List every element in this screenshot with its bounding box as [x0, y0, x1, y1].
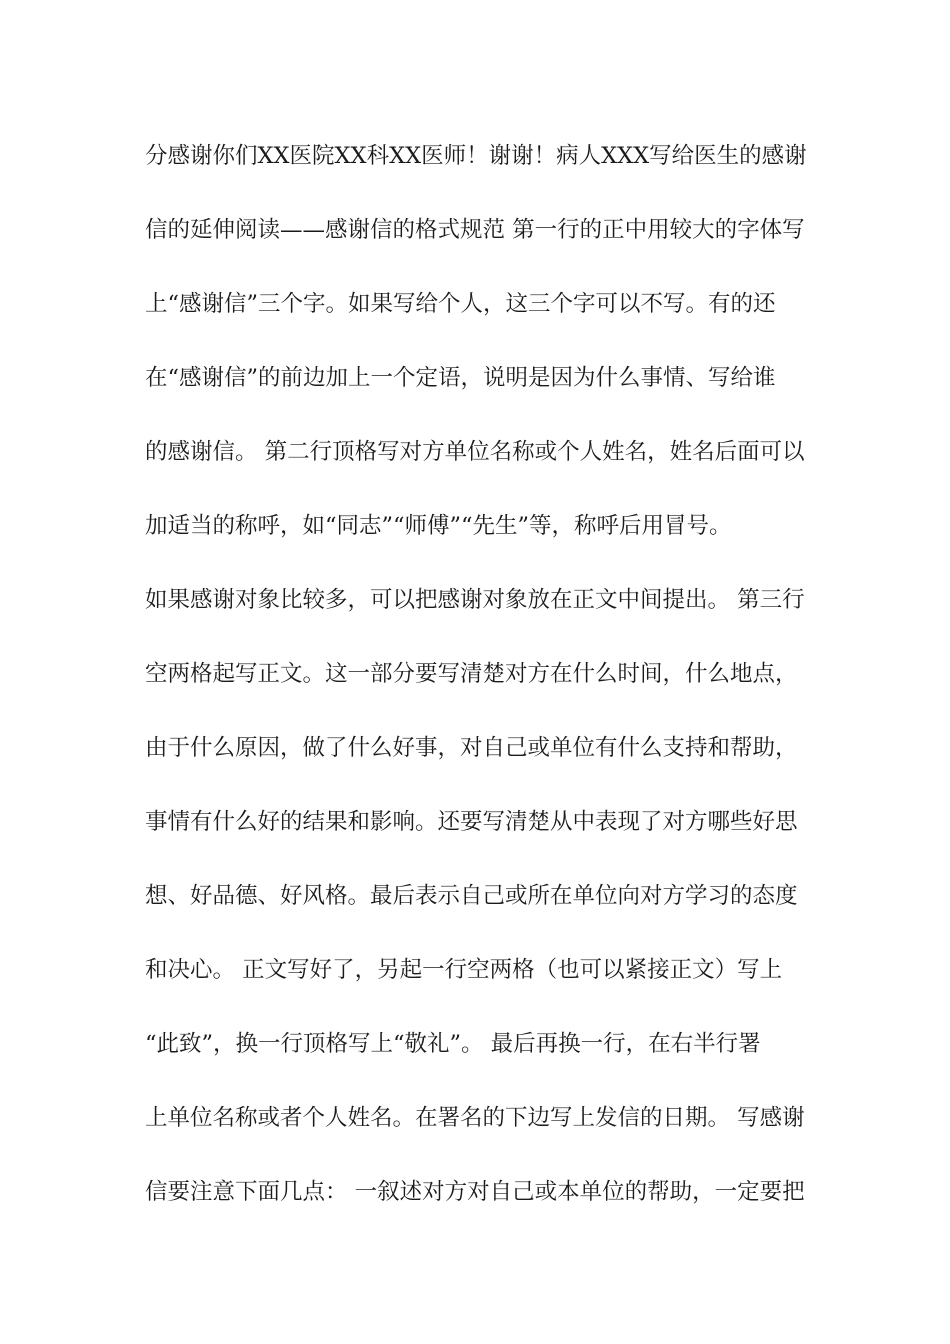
text-line: 想、好品德、好风格。最后表示自己或所在单位向对方学习的态度 — [145, 883, 798, 909]
text-line: 信的延伸阅读——感谢信的格式规范 第一行的正中用较大的字体写 — [145, 217, 805, 243]
text-line: 如果感谢对象比较多，可以把感谢对象放在正文中间提出。 第三行 — [145, 587, 805, 613]
text-line: 事情有什么好的结果和影响。还要写清楚从中表现了对方哪些好思 — [145, 809, 798, 835]
text-line: 上单位名称或者个人姓名。在署名的下边写上发信的日期。 写感谢 — [145, 1105, 805, 1131]
text-line: 和决心。 正文写好了，另起一行空两格（也可以紧接正文）写上 — [145, 957, 783, 983]
text-line: 空两格起写正文。这一部分要写清楚对方在什么时间，什么地点， — [145, 661, 798, 687]
text-line: 由于什么原因，做了什么好事，对自己或单位有什么支持和帮助， — [145, 735, 798, 761]
body-text — [145, 134, 815, 1244]
text-line: 加适当的称呼，如“同志”“师傅”“先生”等，称呼后用冒号。 — [145, 513, 732, 539]
text-line: “此致”，换一行顶格写上“敬礼”。 最后再换一行，在右半行署 — [145, 1031, 761, 1057]
text-line: 信要注意下面几点： 一叙述对方对自己或本单位的帮助，一定要把 — [145, 1179, 805, 1205]
text-line: 上“感谢信”三个字。如果写给个人，这三个字可以不写。有的还 — [145, 291, 776, 317]
text-line: 的感谢信。 第二行顶格写对方单位名称或个人姓名，姓名后面可以 — [145, 439, 805, 465]
text-line: 分感谢你们XX医院XX科XX医师！谢谢！病人XXX写给医生的感谢 — [145, 143, 807, 169]
text-line: 在“感谢信”的前边加上一个定语，说明是因为什么事情、写给谁 — [145, 365, 776, 391]
